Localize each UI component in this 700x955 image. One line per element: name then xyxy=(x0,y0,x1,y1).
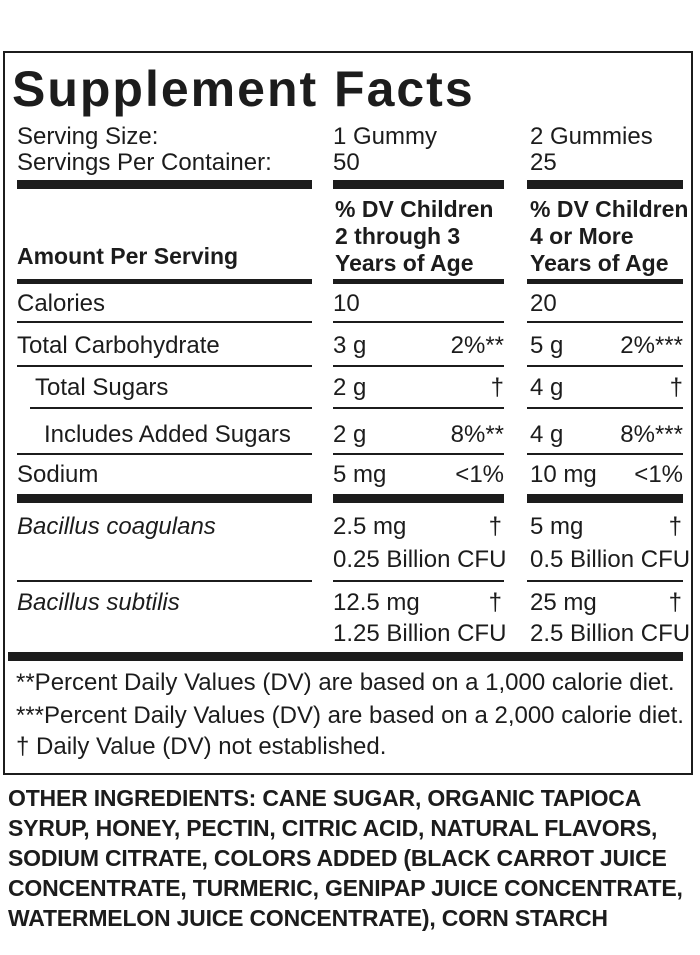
subtilis-dv-a: † xyxy=(488,589,502,616)
panel-title: Supplement Facts xyxy=(12,61,475,117)
row-divider xyxy=(527,407,683,409)
sugars-amount-b: 4 g xyxy=(530,374,564,401)
sodium-dv-b: <1% xyxy=(634,461,683,488)
sugars-dv-b: † xyxy=(669,374,683,401)
nutrient-name-added-sugars: Includes Added Sugars xyxy=(44,421,291,448)
carbohydrate-dv-b: 2%*** xyxy=(620,332,683,359)
row-divider xyxy=(333,321,504,323)
subtilis-amount-a: 12.5 mg xyxy=(333,589,420,616)
row-divider xyxy=(30,407,312,409)
row-divider xyxy=(527,321,683,323)
thick-divider xyxy=(333,494,504,503)
calories-amount-a: 10 xyxy=(333,290,360,317)
medium-divider xyxy=(17,279,312,284)
servings-per-container-a: 50 xyxy=(333,149,360,176)
row-divider xyxy=(17,321,312,323)
sodium-amount-b: 10 mg xyxy=(530,461,597,488)
thick-divider xyxy=(17,180,312,189)
serving-size-a: 1 Gummy xyxy=(333,123,438,150)
row-divider xyxy=(17,453,312,455)
carbohydrate-dv-a: 2%** xyxy=(450,332,504,359)
footnote-dv-not-established: † Daily Value (DV) not established. xyxy=(16,733,387,760)
medium-divider xyxy=(333,279,504,284)
other-ingredients: OTHER INGREDIENTS: CANE SUGAR, ORGANIC TAPIOCA SYRUP, HONEY, PECTIN, CITRIC ACID, NATURAL FLAVORS, SODIUM CITRATE, COLORS ADDED (BLACK CARROT JUICE CONCENTRATE, TURMERIC, GENIPAP JUICE CONCENTRATE, WATERMELON JUICE CONCENTRATE), CORN STARCH xyxy=(8,785,683,931)
sodium-dv-a: <1% xyxy=(455,461,504,488)
thick-divider xyxy=(527,180,683,189)
col-a-header-line3: Years of Age xyxy=(335,250,474,276)
coagulans-amount-a: 2.5 mg xyxy=(333,513,407,540)
serving-size-b: 2 Gummies xyxy=(530,123,653,150)
col-a-header-line2: 2 through 3 xyxy=(335,223,461,249)
row-divider xyxy=(333,365,504,367)
row-divider xyxy=(17,580,312,582)
coagulans-dv-a: † xyxy=(488,513,502,540)
footnote-1000-calorie: **Percent Daily Values (DV) are based on a 1,000 calorie diet. xyxy=(16,669,675,696)
added-sugars-amount-b: 4 g xyxy=(530,421,564,448)
sodium-amount-a: 5 mg xyxy=(333,461,387,488)
servings-per-container-label: Servings Per Container: xyxy=(17,149,272,176)
row-divider xyxy=(17,365,312,367)
serving-size-label: Serving Size: xyxy=(17,123,159,150)
servings-per-container-b: 25 xyxy=(530,149,557,176)
nutrient-name-total-sugars: Total Sugars xyxy=(35,374,169,401)
col-b-header-line2: 4 or More xyxy=(530,223,634,249)
carbohydrate-amount-a: 3 g xyxy=(333,332,367,359)
added-sugars-dv-b: 8%*** xyxy=(620,421,683,448)
coagulans-dv-b: † xyxy=(668,513,682,540)
nutrient-name-total-carbohydrate: Total Carbohydrate xyxy=(17,332,220,359)
col-a-header-line1: % DV Children xyxy=(335,196,494,222)
row-divider xyxy=(527,365,683,367)
carbohydrate-amount-b: 5 g xyxy=(530,332,564,359)
subtilis-cfu-a: 1.25 Billion CFU xyxy=(333,620,507,647)
medium-divider xyxy=(527,279,683,284)
sugars-amount-a: 2 g xyxy=(333,374,367,401)
amount-per-serving-label: Amount Per Serving xyxy=(17,243,239,269)
nutrient-name-calories: Calories xyxy=(17,290,106,317)
subtilis-cfu-b: 2.5 Billion CFU xyxy=(530,620,691,647)
row-divider xyxy=(333,453,504,455)
coagulans-cfu-a: 0.25 Billion CFU xyxy=(333,546,507,573)
added-sugars-dv-a: 8%** xyxy=(450,421,504,448)
subtilis-amount-b: 25 mg xyxy=(530,589,597,616)
nutrient-name-sodium: Sodium xyxy=(17,461,99,488)
col-b-header-line1: % DV Children xyxy=(530,196,689,222)
thick-divider xyxy=(333,180,504,189)
thick-divider xyxy=(17,494,312,503)
col-b-header-line3: Years of Age xyxy=(530,250,669,276)
thick-divider xyxy=(527,494,683,503)
subtilis-dv-b: † xyxy=(668,589,682,616)
row-divider xyxy=(527,453,683,455)
probiotic-name-coagulans: Bacillus coagulans xyxy=(17,513,216,540)
coagulans-amount-b: 5 mg xyxy=(530,513,584,540)
footnote-2000-calorie: ***Percent Daily Values (DV) are based on a 2,000 calorie diet. xyxy=(16,702,684,729)
row-divider xyxy=(333,580,504,582)
sugars-dv-a: † xyxy=(490,374,504,401)
row-divider xyxy=(333,407,504,409)
probiotic-name-subtilis: Bacillus subtilis xyxy=(17,589,180,616)
row-divider xyxy=(527,580,683,582)
added-sugars-amount-a: 2 g xyxy=(333,421,367,448)
thick-divider xyxy=(8,652,683,661)
coagulans-cfu-b: 0.5 Billion CFU xyxy=(530,546,691,573)
calories-amount-b: 20 xyxy=(530,290,557,317)
